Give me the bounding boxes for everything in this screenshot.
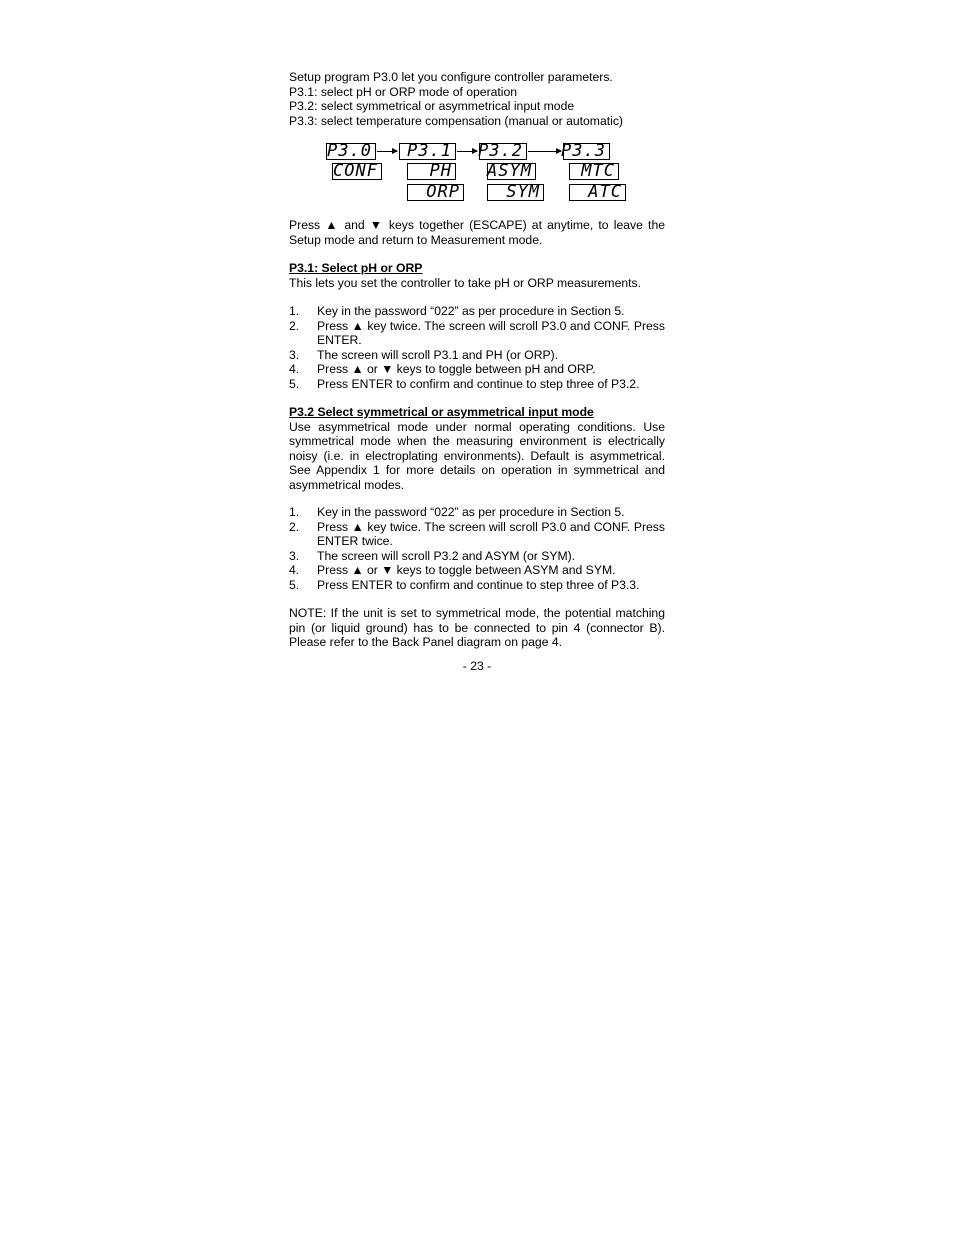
steps-list-ph-orp [289, 304, 665, 391]
arrow-icon [377, 151, 397, 152]
lcd-mtc: MTC [569, 163, 619, 180]
note-text: NOTE: If the unit is set to symmetrical mode, the potential matching pin (or liquid ground) has to be connected to pin 4 (connector B). Please refer to the Back Panel diagram on page 4. [289, 606, 665, 649]
list-item: 5. Press ENTER to confirm and continue to step three of P3.3. [289, 577, 640, 592]
lcd-p31: P3.1 [399, 143, 456, 160]
intro-line: P3.3: select temperature compensation (manual or automatic) [289, 113, 623, 128]
lcd-p33: P3.3 [563, 143, 610, 160]
section-body: Use asymmetrical mode under normal operating conditions. Use symmetrical mode when the measuring environment is electrically noisy (i.e. in electroplating environments). Default is asymmetrical. See Appendix 1 for more details on operation in symmetrical and asymmetrical modes. [289, 419, 665, 492]
lcd-atc: ATC [569, 184, 626, 201]
setup-flow-diagram [325, 140, 635, 206]
intro-line: Setup program P3.0 let you configure controller parameters. [289, 70, 613, 84]
steps-list-sym-asym [289, 505, 665, 592]
intro-line: P3.1: select pH or ORP mode of operation [289, 84, 518, 99]
intro-line: P3.2: select symmetrical or asymmetrical input mode [289, 99, 575, 113]
section-ph-orp [289, 261, 665, 290]
list-item: 4. Press ▲ or ▼ keys to toggle between ASYM and SYM. [289, 563, 616, 577]
lcd-orp: ORP [407, 184, 464, 201]
list-item: 3. The screen will scroll P3.1 and PH (or ORP). [289, 347, 559, 362]
lcd-p30: P3.0 [326, 143, 376, 160]
section-sym-asym [289, 405, 665, 492]
list-item: 1. Key in the password “022” as per procedure in Section 5. [289, 304, 625, 318]
list-item: 1. Key in the password “022” as per procedure in Section 5. [289, 505, 625, 519]
list-item: 2. Press ▲ key twice. The screen will scroll P3.0 and CONF. Press ENTER. [289, 318, 665, 347]
list-item: 3. The screen will scroll P3.2 and ASYM (or SYM). [289, 548, 576, 563]
escape-instruction: Press ▲ and ▼ keys together (ESCAPE) at anytime, to leave the Setup mode and return to Measurement mode. [289, 218, 665, 247]
arrow-icon [528, 151, 561, 152]
lcd-ph: PH [407, 163, 456, 180]
section-body: This lets you set the controller to take pH or ORP measurements. [289, 275, 642, 290]
lcd-sym: SYM [487, 184, 544, 201]
arrow-icon [457, 151, 477, 152]
lcd-conf: CONF [332, 163, 382, 180]
section-heading: P3.2 Select symmetrical or asymmetrical input mode [289, 405, 594, 419]
intro-text [289, 70, 665, 128]
lcd-asym: ASYM [487, 163, 536, 180]
list-item: 5. Press ENTER to confirm and continue to step three of P3.2. [289, 376, 640, 391]
list-item: 2. Press ▲ key twice. The screen will scroll P3.0 and CONF. Press ENTER twice. [289, 519, 665, 548]
list-item: 4. Press ▲ or ▼ keys to toggle between pH and ORP. [289, 362, 596, 376]
lcd-p32: P3.2 [479, 143, 527, 160]
page-number: - 23 - [462, 659, 492, 673]
section-heading: P3.1: Select pH or ORP [289, 261, 423, 275]
